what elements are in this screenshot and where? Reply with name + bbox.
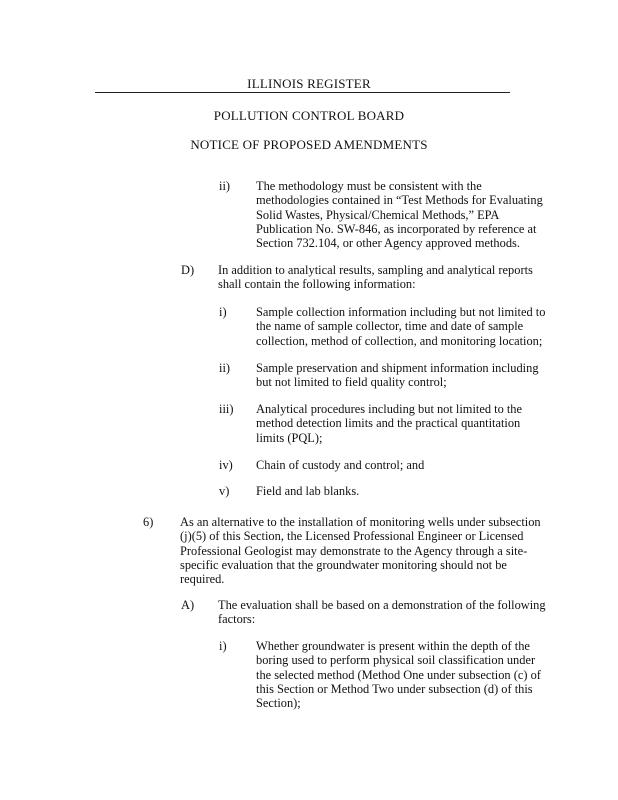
item-D-v-label: v) [219, 484, 230, 498]
item-D-label: D) [181, 263, 195, 277]
item-D-text: In addition to analytical results, sampling and analytical reports shall contain the following information: [218, 263, 533, 292]
item-A-i-text: Whether groundwater is present within the depth of the boring used to perform physical soil classification under the selected method (Method One under subsection (c) of this Section or Method Two under subsection (d) of this Section); [256, 639, 541, 711]
item-A-text: The evaluation shall be based on a demonstration of the following factors: [218, 598, 546, 627]
item-D-ii-label: ii) [219, 361, 231, 375]
register-title: ILLINOIS REGISTER [247, 76, 371, 91]
notice-title: NOTICE OF PROPOSED AMENDMENTS [190, 137, 428, 152]
item-D-iv-text: Chain of custody and control; and [256, 458, 425, 472]
item-D-iii-text: Analytical procedures including but not limited to the method detection limits and the practical quantitation limits (PQL); [256, 402, 522, 445]
item-D-i-label: i) [219, 305, 227, 319]
item-A-i-label: i) [219, 639, 227, 653]
item-ii-text: The methodology must be consistent with the methodologies contained in “Test Methods for Evaluating Solid Wastes, Physical/Chemical Methods,” EPA Publication No. SW-846, as incorporated by reference at Section 732.104, or other Agency approved methods. [256, 179, 543, 251]
item-D-iv-label: iv) [219, 458, 233, 472]
item-6-text: As an alternative to the installation of monitoring wells under subsection (j)(5) of this Section, the Licensed Professional Engineer or Licensed Professional Geologist may demonstrate to the Agency through a site-specific evaluation that the groundwater monitoring should not be required. [180, 515, 541, 587]
board-title: POLLUTION CONTROL BOARD [213, 108, 405, 123]
item-A-label: A) [181, 598, 195, 612]
item-D-ii-text: Sample preservation and shipment information including but not limited to field quality control; [256, 361, 539, 390]
item-ii-label: ii) [219, 179, 231, 193]
item-D-iii-label: iii) [219, 402, 234, 416]
item-D-v-text: Field and lab blanks. [256, 484, 360, 498]
header-rule [95, 92, 510, 93]
item-D-i-text: Sample collection information including but not limited to the name of sample collector, time and date of sample collection, method of collection, and monitoring location; [256, 305, 546, 348]
item-6-label: 6) [143, 515, 154, 529]
